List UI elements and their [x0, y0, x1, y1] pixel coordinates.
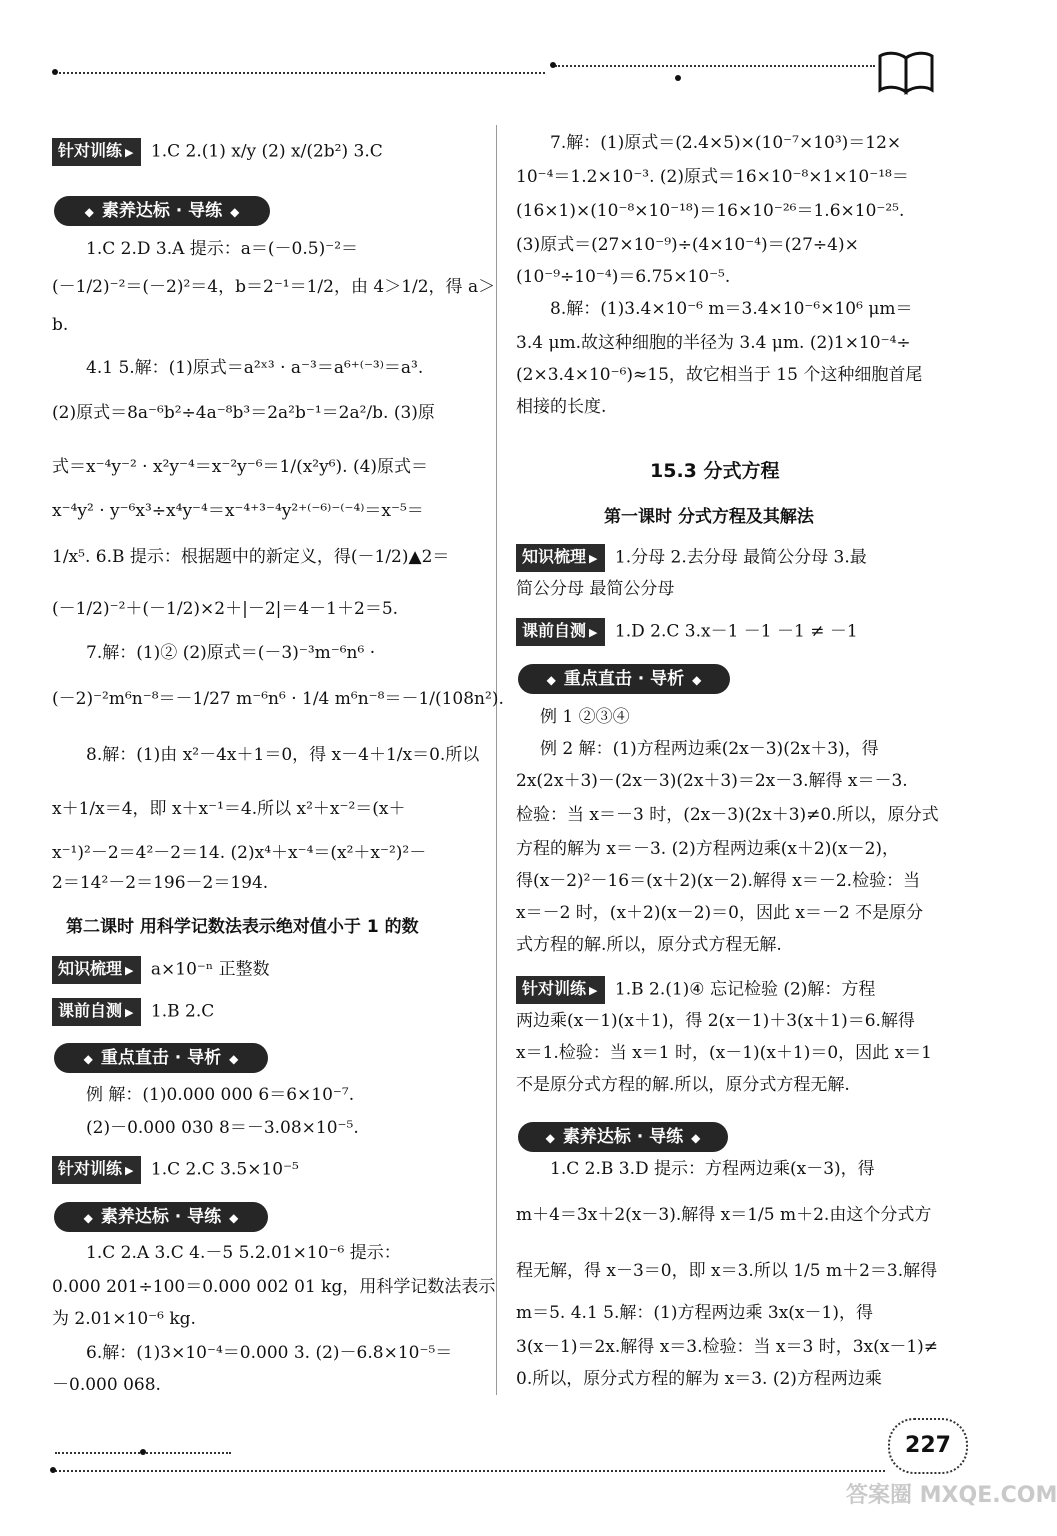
header-dotted-line	[55, 72, 545, 74]
pretest-tag: 课前自测 ▶	[52, 998, 141, 1026]
text-line: 3.4 μm.故这种细胞的半径为 3.4 μm. (2)1×10⁻⁴÷	[516, 333, 911, 353]
text-line: 相接的长度.	[516, 397, 607, 417]
review-line	[52, 956, 477, 984]
text-line: 式方程的解.所以，原分式方程无解.	[516, 935, 782, 955]
lesson-heading: 第二课时 用科学记数法表示绝对值小于 1 的数	[66, 917, 419, 937]
review-tag: 知识梳理 ▶	[52, 956, 141, 984]
header-dot-right	[550, 62, 556, 68]
text-line: 1.C 2.D 3.A 提示：a＝(－0.5)⁻²＝	[86, 239, 359, 259]
footer-dotted-line-2	[55, 1470, 885, 1472]
pill-label: 素养达标 · 导练	[101, 201, 223, 221]
answer-text: 1.C 2.C 3.5×10⁻⁵	[150, 1159, 299, 1180]
text-line: x＋1/x＝4，即 x＋x⁻¹＝4.所以 x²＋x⁻²＝(x＋	[52, 799, 406, 819]
pretest-line	[52, 998, 477, 1026]
text-line: x⁻⁴y² · y⁻⁶x³÷x⁴y⁻⁴＝x⁻⁴⁺³⁻⁴y²⁺⁽⁻⁶⁾⁻⁽⁻⁴⁾＝x⁻⁵＝	[52, 501, 424, 521]
answer-text: 1.D 2.C 3.x－1 －1 －1 ≠ －1	[614, 621, 858, 642]
answer-text: 1.B 2.(1)④ 忘记检验 (2)解：方程	[614, 979, 876, 1000]
text-line: 程无解，得 x－3＝0，即 x＝3.所以 1/5 m＋2＝3.解得	[516, 1261, 938, 1281]
pill-label: 素养达标 · 导练	[100, 1207, 222, 1227]
text-line: 4.1 5.解：(1)原式＝a²ˣ³ · a⁻³＝a⁶⁺⁽⁻³⁾＝a³.	[86, 358, 424, 378]
text-line: 1.C 2.A 3.C 4.－5 5.2.01×10⁻⁶ 提示：	[86, 1243, 401, 1263]
pretest-line	[516, 618, 936, 646]
review-tag: 知识梳理 ▶	[516, 544, 605, 572]
text-line: (－1/2)⁻²＋(－1/2)×2＋|－2|＝4－1＋2＝5.	[52, 599, 399, 619]
text-line: (3)原式＝(27×10⁻⁹)÷(4×10⁻⁴)＝(27÷4)×	[516, 235, 859, 255]
footer-dot	[140, 1449, 146, 1455]
text-line: 2x(2x＋3)－(2x－3)(2x＋3)＝2x－3.解得 x＝－3.	[516, 771, 908, 791]
text-line: 检验：当 x＝－3 时，(2x－3)(2x＋3)≠0.所以，原分式	[516, 805, 939, 825]
text-line: 式＝x⁻⁴y⁻² · x²y⁻⁴＝x⁻²y⁻⁶＝1/(x²y⁶). (4)原式＝	[52, 457, 429, 477]
header-dot-mid	[675, 75, 681, 81]
text-line: m＋4＝3x＋2(x－3).解得 x＝1/5 m＋2.由这个分式方	[516, 1205, 932, 1225]
lesson-heading: 第一课时 分式方程及其解法	[604, 507, 814, 527]
text-line: 0.所以，原分式方程的解为 x＝3. (2)方程两边乘	[516, 1369, 882, 1389]
pill-label: 重点直击 · 导析	[563, 669, 685, 689]
pill-label: 重点直击 · 导析	[100, 1048, 222, 1068]
text-line: (－1/2)⁻²＝(－2)²＝4，b＝2⁻¹＝1/2，由 4＞1/2，得 a＞	[52, 277, 496, 297]
header-dot	[52, 69, 58, 75]
drill-line-2	[52, 1156, 477, 1184]
text-line: (2)原式＝8a⁻⁶b²÷4a⁻⁸b³＝2a²b⁻¹＝2a²/b. (3)原	[52, 403, 435, 423]
answer-text: a×10⁻ⁿ 正整数	[150, 959, 270, 980]
review-line	[516, 544, 936, 572]
pill-label: 素养达标 · 导练	[562, 1127, 684, 1147]
pretest-tag: 课前自测 ▶	[516, 618, 605, 646]
text-line: 得(x－2)²－16＝(x＋2)(x－2).解得 x＝－2.检验：当	[516, 871, 921, 891]
text-line: 简公分母 最简公分母	[516, 579, 675, 599]
text-line: (2×3.4×10⁻⁶)≈15，故它相当于 15 个这种细胞首尾	[516, 365, 923, 385]
watermark: 答案圈 MXQE.COM	[846, 1483, 1057, 1508]
text-line: 为 2.01×10⁻⁶ kg.	[52, 1309, 196, 1329]
answer-text: 1.分母 2.去分母 最简公分母 3.最	[614, 547, 867, 568]
focus-pill: ◆ 重点直击 · 导析 ◆	[518, 664, 730, 694]
text-line: 8.解：(1)由 x²－4x＋1＝0，得 x－4＋1/x＝0.所以	[86, 745, 480, 765]
focus-pill: ◆ 重点直击 · 导析 ◆	[54, 1043, 268, 1073]
text-line: 7.解：(1)原式＝(2.4×5)×(10⁻⁷×10³)＝12×	[550, 133, 902, 153]
text-line: x＝1.检验：当 x＝1 时，(x－1)(x＋1)＝0，因此 x＝1	[516, 1043, 932, 1063]
drill-tag: 针对训练 ▶	[52, 138, 141, 166]
literacy-pill: ◆ 素养达标 · 导练 ◆	[54, 1202, 268, 1232]
answer-text: 1.C 2.(1) x/y (2) x/(2b²) 3.C	[150, 141, 383, 162]
answer-text: 1.B 2.C	[150, 1001, 215, 1022]
text-line: (－2)⁻²m⁶n⁻⁸＝－1/27 m⁻⁶n⁶ · 1/4 m⁶n⁻⁸＝－1/(108n²).	[52, 689, 504, 709]
text-line: (10⁻⁹÷10⁻⁴)＝6.75×10⁻⁵.	[516, 267, 731, 287]
literacy-pill: ◆ 素养达标 · 导练 ◆	[54, 196, 270, 226]
text-line: 7.解：(1)② (2)原式＝(－3)⁻³m⁻⁶n⁶ ·	[86, 643, 376, 663]
text-line: 方程的解为 x＝－3. (2)方程两边乘(x＋2)(x－2)，	[516, 839, 900, 859]
page-number-badge	[888, 1418, 968, 1474]
drill-line-1	[52, 138, 477, 166]
text-line: 1/x⁵. 6.B 提示：根据题中的新定义，得(－1/2)▲2＝	[52, 547, 450, 567]
literacy-pill: ◆ 素养达标 · 导练 ◆	[518, 1122, 728, 1152]
text-line: 两边乘(x－1)(x＋1)，得 2(x－1)＋3(x＋1)＝6.解得	[516, 1011, 915, 1031]
text-line: 8.解：(1)3.4×10⁻⁶ m＝3.4×10⁻⁶×10⁶ μm＝	[550, 299, 913, 319]
text-line: 例 解：(1)0.000 000 6＝6×10⁻⁷.	[86, 1085, 355, 1105]
text-line: 3(x－1)＝2x.解得 x＝3.检验：当 x＝3 时，3x(x－1)≠	[516, 1337, 939, 1357]
book-icon	[878, 48, 934, 94]
text-line: 0.000 201÷100＝0.000 002 01 kg，用科学记数法表示	[52, 1277, 496, 1297]
text-line: b.	[52, 315, 69, 335]
text-line: (2)－0.000 030 8＝－3.08×10⁻⁵.	[86, 1118, 359, 1138]
text-line: x＝－2 时，(x＋2)(x－2)＝0，因此 x＝－2 不是原分	[516, 903, 924, 923]
text-line: x⁻¹)²－2＝4²－2＝14. (2)x⁴＋x⁻⁴＝(x²＋x⁻²)²－	[52, 843, 427, 863]
footer-dot-left	[50, 1467, 56, 1473]
drill-line-3	[516, 976, 936, 1004]
drill-tag: 针对训练 ▶	[52, 1156, 141, 1184]
text-line: 6.解：(1)3×10⁻⁴＝0.000 3. (2)－6.8×10⁻⁵＝	[86, 1343, 453, 1363]
text-line: 10⁻⁴＝1.2×10⁻³. (2)原式＝16×10⁻⁸×1×10⁻¹⁸＝	[516, 167, 909, 187]
text-line: 2＝14²－2＝196－2＝194.	[52, 873, 269, 893]
text-line: m＝5. 4.1 5.解：(1)方程两边乘 3x(x－1)，得	[516, 1303, 873, 1323]
section-title: 15.3 分式方程	[650, 460, 780, 482]
text-line: (16×1)×(10⁻⁸×10⁻¹⁸)＝16×10⁻²⁶＝1.6×10⁻²⁵.	[516, 201, 905, 221]
drill-tag: 针对训练 ▶	[516, 976, 605, 1004]
page-number: 227	[905, 1433, 951, 1458]
text-line: 例 2 解：(1)方程两边乘(2x－3)(2x＋3)，得	[540, 739, 879, 759]
header-dotted-line-right	[555, 65, 875, 67]
text-line: 例 1 ②③④	[540, 707, 630, 727]
text-line: 1.C 2.B 3.D 提示：方程两边乘(x－3)，得	[550, 1159, 875, 1179]
text-line: －0.000 068.	[52, 1375, 161, 1395]
text-line: 不是原分式方程的解.所以，原分式方程无解.	[516, 1075, 850, 1095]
